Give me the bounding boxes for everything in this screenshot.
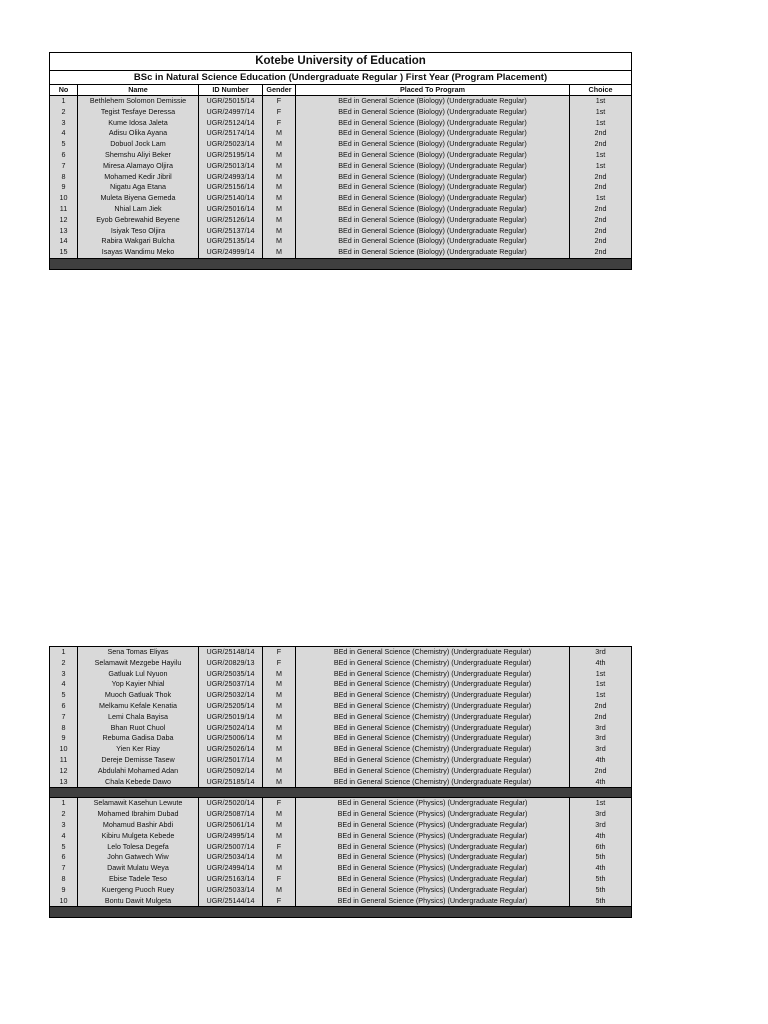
student-id: UGR/25024/14 <box>199 723 263 734</box>
student-gender: F <box>263 896 296 907</box>
table-row <box>50 831 632 842</box>
student-id: UGR/25037/14 <box>199 679 263 690</box>
row-number: 10 <box>50 193 78 204</box>
table-row <box>50 852 632 863</box>
row-number: 13 <box>50 777 78 788</box>
row-number: 5 <box>50 139 78 150</box>
row-number: 13 <box>50 226 78 237</box>
student-id: UGR/25126/14 <box>199 215 263 226</box>
student-name: Shemshu Aliyi Beker <box>78 150 199 161</box>
placed-program: BEd in General Science (Physics) (Undergraduate Regular) <box>296 896 570 907</box>
row-number: 9 <box>50 182 78 193</box>
program-subtitle: BSc in Natural Science Education (Undergraduate Regular ) First Year (Program Placement) <box>50 71 632 85</box>
student-gender: F <box>263 798 296 809</box>
student-id: UGR/25032/14 <box>199 690 263 701</box>
student-id: UGR/25034/14 <box>199 852 263 863</box>
student-id: UGR/25124/14 <box>199 118 263 129</box>
table-row <box>50 658 632 669</box>
placed-program: BEd in General Science (Physics) (Undergraduate Regular) <box>296 874 570 885</box>
student-gender: M <box>263 766 296 777</box>
student-name: Rabira Wakgari Bulcha <box>78 236 199 247</box>
placed-program: BEd in General Science (Biology) (Undergraduate Regular) <box>296 247 570 258</box>
placement-choice: 1st <box>570 193 632 204</box>
row-number: 9 <box>50 733 78 744</box>
student-name: Melkamu Kefale Kenatia <box>78 701 199 712</box>
student-name: Dereje Demisse Tasew <box>78 755 199 766</box>
placed-program: BEd in General Science (Chemistry) (Undergraduate Regular) <box>296 733 570 744</box>
row-number: 8 <box>50 723 78 734</box>
student-id: UGR/25020/14 <box>199 798 263 809</box>
placement-choice: 2nd <box>570 204 632 215</box>
placement-choice: 4th <box>570 755 632 766</box>
placement-choice: 3rd <box>570 723 632 734</box>
student-id: UGR/25019/14 <box>199 712 263 723</box>
student-name: Miresa Alamayo Oljira <box>78 161 199 172</box>
student-name: Selamawit Mezgebe Hayilu <box>78 658 199 669</box>
placement-choice: 2nd <box>570 701 632 712</box>
row-number: 4 <box>50 831 78 842</box>
placed-program: BEd in General Science (Biology) (Undergraduate Regular) <box>296 139 570 150</box>
table-row <box>50 226 632 237</box>
student-name: Rebuma Gadisa Daba <box>78 733 199 744</box>
section-separator <box>50 907 632 918</box>
table-row <box>50 712 632 723</box>
student-id: UGR/25015/14 <box>199 96 263 107</box>
placement-choice: 5th <box>570 885 632 896</box>
student-gender: M <box>263 226 296 237</box>
placement-choice: 1st <box>570 161 632 172</box>
placement-choice: 3rd <box>570 733 632 744</box>
placed-program: BEd in General Science (Physics) (Undergraduate Regular) <box>296 809 570 820</box>
student-gender: M <box>263 755 296 766</box>
student-id: UGR/25148/14 <box>199 647 263 658</box>
placement-choice: 1st <box>570 96 632 107</box>
placed-program: BEd in General Science (Physics) (Undergraduate Regular) <box>296 831 570 842</box>
placement-choice: 5th <box>570 852 632 863</box>
student-id: UGR/25035/14 <box>199 669 263 680</box>
table-row <box>50 755 632 766</box>
student-name: Bontu Dawit Mulgeta <box>78 896 199 907</box>
student-gender: M <box>263 247 296 258</box>
student-gender: M <box>263 831 296 842</box>
column-header-id: ID Number <box>199 85 263 96</box>
table-row <box>50 215 632 226</box>
placement-table-bottom <box>49 646 632 918</box>
student-name: Kibiru Mulgeta Kebede <box>78 831 199 842</box>
student-name: Muoch Gatluak Thok <box>78 690 199 701</box>
placement-choice: 4th <box>570 831 632 842</box>
table-row <box>50 885 632 896</box>
row-number: 1 <box>50 96 78 107</box>
student-name: John Gatwech Wiw <box>78 852 199 863</box>
student-name: Isayas Wandimu Meko <box>78 247 199 258</box>
placed-program: BEd in General Science (Physics) (Undergraduate Regular) <box>296 852 570 863</box>
row-number: 8 <box>50 172 78 183</box>
row-number: 3 <box>50 118 78 129</box>
student-gender: F <box>263 96 296 107</box>
student-gender: M <box>263 820 296 831</box>
table-row <box>50 896 632 907</box>
placed-program: BEd in General Science (Physics) (Undergraduate Regular) <box>296 842 570 853</box>
placed-program: BEd in General Science (Biology) (Undergraduate Regular) <box>296 118 570 129</box>
student-id: UGR/25087/14 <box>199 809 263 820</box>
table-row <box>50 150 632 161</box>
column-header-name: Name <box>78 85 199 96</box>
row-number: 2 <box>50 809 78 820</box>
student-gender: M <box>263 182 296 193</box>
placed-program: BEd in General Science (Chemistry) (Undergraduate Regular) <box>296 701 570 712</box>
table-row <box>50 842 632 853</box>
table-row <box>50 874 632 885</box>
student-gender: M <box>263 701 296 712</box>
student-gender: M <box>263 172 296 183</box>
student-name: Kuergeng Puoch Ruey <box>78 885 199 896</box>
placed-program: BEd in General Science (Biology) (Undergraduate Regular) <box>296 128 570 139</box>
student-id: UGR/20829/13 <box>199 658 263 669</box>
section-separator <box>50 788 632 798</box>
row-number: 10 <box>50 744 78 755</box>
placed-program: BEd in General Science (Chemistry) (Undergraduate Regular) <box>296 679 570 690</box>
student-gender: M <box>263 809 296 820</box>
student-id: UGR/25174/14 <box>199 128 263 139</box>
table-row <box>50 863 632 874</box>
placed-program: BEd in General Science (Chemistry) (Undergraduate Regular) <box>296 712 570 723</box>
placed-program: BEd in General Science (Physics) (Undergraduate Regular) <box>296 798 570 809</box>
student-gender: F <box>263 842 296 853</box>
table-row <box>50 744 632 755</box>
student-gender: M <box>263 193 296 204</box>
placement-choice: 1st <box>570 690 632 701</box>
student-name: Mohamud Bashir Abdi <box>78 820 199 831</box>
student-name: Muleta Biyena Gemeda <box>78 193 199 204</box>
placement-choice: 1st <box>570 107 632 118</box>
student-name: Yop Kayier Nhial <box>78 679 199 690</box>
placement-choice: 2nd <box>570 226 632 237</box>
student-id: UGR/25092/14 <box>199 766 263 777</box>
student-name: Gatluak Lul Nyuon <box>78 669 199 680</box>
placed-program: BEd in General Science (Biology) (Undergraduate Regular) <box>296 172 570 183</box>
placement-choice: 4th <box>570 777 632 788</box>
student-gender: F <box>263 118 296 129</box>
placed-program: BEd in General Science (Chemistry) (Undergraduate Regular) <box>296 766 570 777</box>
row-number: 1 <box>50 798 78 809</box>
student-gender: M <box>263 863 296 874</box>
table-row <box>50 690 632 701</box>
student-name: Sena Tomas Eliyas <box>78 647 199 658</box>
placement-choice: 3rd <box>570 809 632 820</box>
placed-program: BEd in General Science (Biology) (Undergraduate Regular) <box>296 150 570 161</box>
placement-table-top <box>49 52 632 270</box>
section-separator <box>50 258 632 269</box>
placement-choice: 2nd <box>570 766 632 777</box>
placed-program: BEd in General Science (Biology) (Undergraduate Regular) <box>296 193 570 204</box>
student-gender: M <box>263 150 296 161</box>
table-row <box>50 182 632 193</box>
table-row <box>50 161 632 172</box>
row-number: 12 <box>50 766 78 777</box>
table-row <box>50 647 632 658</box>
student-name: Chala Kebede Dawo <box>78 777 199 788</box>
placement-choice: 4th <box>570 863 632 874</box>
student-id: UGR/25017/14 <box>199 755 263 766</box>
row-number: 3 <box>50 669 78 680</box>
student-name: Lelo Tolesa Degefa <box>78 842 199 853</box>
row-number: 6 <box>50 150 78 161</box>
student-id: UGR/24999/14 <box>199 247 263 258</box>
row-number: 3 <box>50 820 78 831</box>
placed-program: BEd in General Science (Physics) (Undergraduate Regular) <box>296 885 570 896</box>
student-name: Eyob Gebrewahid Beyene <box>78 215 199 226</box>
table-row <box>50 820 632 831</box>
student-id: UGR/24997/14 <box>199 107 263 118</box>
row-number: 5 <box>50 842 78 853</box>
placed-program: BEd in General Science (Biology) (Undergraduate Regular) <box>296 182 570 193</box>
student-id: UGR/25140/14 <box>199 193 263 204</box>
row-number: 2 <box>50 658 78 669</box>
row-number: 15 <box>50 247 78 258</box>
student-id: UGR/25185/14 <box>199 777 263 788</box>
placement-choice: 1st <box>570 679 632 690</box>
student-gender: F <box>263 647 296 658</box>
table-row <box>50 118 632 129</box>
table-row <box>50 204 632 215</box>
biology-rows <box>50 96 632 259</box>
row-number: 7 <box>50 161 78 172</box>
student-gender: M <box>263 161 296 172</box>
placement-choice: 5th <box>570 896 632 907</box>
row-number: 4 <box>50 679 78 690</box>
student-gender: M <box>263 852 296 863</box>
row-number: 14 <box>50 236 78 247</box>
student-id: UGR/25026/14 <box>199 744 263 755</box>
placement-choice: 5th <box>570 874 632 885</box>
placement-choice: 1st <box>570 118 632 129</box>
table-row <box>50 172 632 183</box>
placement-choice: 2nd <box>570 236 632 247</box>
column-header-gender: Gender <box>263 85 296 96</box>
student-gender: M <box>263 215 296 226</box>
table-row <box>50 107 632 118</box>
row-number: 1 <box>50 647 78 658</box>
student-id: UGR/25013/14 <box>199 161 263 172</box>
student-name: Dawit Mulatu Weya <box>78 863 199 874</box>
placement-choice: 2nd <box>570 128 632 139</box>
student-name: Isiyak Teso Oljira <box>78 226 199 237</box>
student-id: UGR/25137/14 <box>199 226 263 237</box>
row-number: 5 <box>50 690 78 701</box>
student-id: UGR/25016/14 <box>199 204 263 215</box>
placement-choice: 3rd <box>570 744 632 755</box>
row-number: 7 <box>50 712 78 723</box>
student-name: Mohamed Ibrahim Dubad <box>78 809 199 820</box>
table-row <box>50 798 632 809</box>
student-gender: F <box>263 107 296 118</box>
placed-program: BEd in General Science (Biology) (Undergraduate Regular) <box>296 226 570 237</box>
student-name: Dobuol Jock Lam <box>78 139 199 150</box>
student-name: Lemi Chala Bayisa <box>78 712 199 723</box>
row-number: 8 <box>50 874 78 885</box>
placement-choice: 2nd <box>570 182 632 193</box>
student-gender: M <box>263 679 296 690</box>
placed-program: BEd in General Science (Biology) (Undergraduate Regular) <box>296 161 570 172</box>
university-title: Kotebe University of Education <box>50 53 632 71</box>
student-name: Selamawit Kasehun Lewute <box>78 798 199 809</box>
student-name: Tegist Tesfaye Deressa <box>78 107 199 118</box>
row-number: 4 <box>50 128 78 139</box>
student-name: Mohamed Kedir Jibril <box>78 172 199 183</box>
student-name: Bethlehem Solomon Demissie <box>78 96 199 107</box>
column-header-program: Placed To Program <box>296 85 570 96</box>
placement-choice: 2nd <box>570 712 632 723</box>
placement-sheet-chem-phys <box>49 646 631 918</box>
placement-choice: 3rd <box>570 820 632 831</box>
table-row <box>50 679 632 690</box>
placed-program: BEd in General Science (Chemistry) (Undergraduate Regular) <box>296 744 570 755</box>
student-id: UGR/25006/14 <box>199 733 263 744</box>
student-id: UGR/25007/14 <box>199 842 263 853</box>
placement-choice: 1st <box>570 150 632 161</box>
row-number: 6 <box>50 852 78 863</box>
table-row <box>50 723 632 734</box>
placement-choice: 3rd <box>570 647 632 658</box>
student-gender: M <box>263 777 296 788</box>
student-gender: M <box>263 723 296 734</box>
student-gender: M <box>263 690 296 701</box>
student-id: UGR/24995/14 <box>199 831 263 842</box>
placement-choice: 2nd <box>570 247 632 258</box>
student-id: UGR/25061/14 <box>199 820 263 831</box>
student-gender: M <box>263 885 296 896</box>
placed-program: BEd in General Science (Physics) (Undergraduate Regular) <box>296 820 570 831</box>
table-row <box>50 193 632 204</box>
student-id: UGR/25135/14 <box>199 236 263 247</box>
student-id: UGR/25033/14 <box>199 885 263 896</box>
student-name: Adisu Olika Ayana <box>78 128 199 139</box>
placement-choice: 2nd <box>570 215 632 226</box>
student-id: UGR/24994/14 <box>199 863 263 874</box>
placement-choice: 2nd <box>570 139 632 150</box>
placed-program: BEd in General Science (Chemistry) (Undergraduate Regular) <box>296 647 570 658</box>
student-gender: F <box>263 658 296 669</box>
placed-program: BEd in General Science (Biology) (Undergraduate Regular) <box>296 107 570 118</box>
student-name: Abdulahi Mohamed Adan <box>78 766 199 777</box>
student-gender: M <box>263 733 296 744</box>
table-row <box>50 809 632 820</box>
row-number: 6 <box>50 701 78 712</box>
student-name: Bhan Ruot Chuol <box>78 723 199 734</box>
table-row <box>50 128 632 139</box>
student-id: UGR/25163/14 <box>199 874 263 885</box>
placement-choice: 2nd <box>570 172 632 183</box>
student-id: UGR/25023/14 <box>199 139 263 150</box>
placed-program: BEd in General Science (Chemistry) (Undergraduate Regular) <box>296 755 570 766</box>
student-id: UGR/25205/14 <box>199 701 263 712</box>
table-row <box>50 701 632 712</box>
student-id: UGR/25195/14 <box>199 150 263 161</box>
student-gender: M <box>263 128 296 139</box>
table-row <box>50 96 632 107</box>
placed-program: BEd in General Science (Chemistry) (Undergraduate Regular) <box>296 658 570 669</box>
placed-program: BEd in General Science (Chemistry) (Undergraduate Regular) <box>296 723 570 734</box>
student-id: UGR/24993/14 <box>199 172 263 183</box>
table-row <box>50 247 632 258</box>
student-gender: M <box>263 744 296 755</box>
placement-choice: 4th <box>570 658 632 669</box>
student-name: Yien Ker Riay <box>78 744 199 755</box>
placed-program: BEd in General Science (Biology) (Undergraduate Regular) <box>296 236 570 247</box>
placed-program: BEd in General Science (Chemistry) (Undergraduate Regular) <box>296 777 570 788</box>
student-gender: M <box>263 712 296 723</box>
row-number: 7 <box>50 863 78 874</box>
placed-program: BEd in General Science (Biology) (Undergraduate Regular) <box>296 215 570 226</box>
table-row <box>50 236 632 247</box>
placement-choice: 1st <box>570 798 632 809</box>
placement-choice: 1st <box>570 669 632 680</box>
student-gender: M <box>263 669 296 680</box>
row-number: 12 <box>50 215 78 226</box>
column-header-row <box>50 85 632 96</box>
table-row <box>50 669 632 680</box>
placement-sheet-biology <box>49 52 631 270</box>
placed-program: BEd in General Science (Biology) (Undergraduate Regular) <box>296 204 570 215</box>
row-number: 11 <box>50 204 78 215</box>
physics-rows <box>50 798 632 907</box>
row-number: 2 <box>50 107 78 118</box>
column-header-no: No <box>50 85 78 96</box>
table-row <box>50 766 632 777</box>
student-gender: M <box>263 139 296 150</box>
table-row <box>50 777 632 788</box>
student-name: Nhial Lam Jiek <box>78 204 199 215</box>
column-header-choice: Choice <box>570 85 632 96</box>
row-number: 10 <box>50 896 78 907</box>
student-id: UGR/25144/14 <box>199 896 263 907</box>
placed-program: BEd in General Science (Chemistry) (Undergraduate Regular) <box>296 669 570 680</box>
table-row <box>50 733 632 744</box>
chemistry-rows <box>50 647 632 788</box>
student-id: UGR/25156/14 <box>199 182 263 193</box>
student-gender: M <box>263 204 296 215</box>
placed-program: BEd in General Science (Physics) (Undergraduate Regular) <box>296 863 570 874</box>
table-row <box>50 139 632 150</box>
row-number: 9 <box>50 885 78 896</box>
student-name: Ebise Tadele Teso <box>78 874 199 885</box>
student-gender: M <box>263 236 296 247</box>
student-name: Kume Idosa Jaleta <box>78 118 199 129</box>
placed-program: BEd in General Science (Chemistry) (Undergraduate Regular) <box>296 690 570 701</box>
student-name: Nigatu Aga Etana <box>78 182 199 193</box>
row-number: 11 <box>50 755 78 766</box>
placement-choice: 6th <box>570 842 632 853</box>
student-gender: F <box>263 874 296 885</box>
placed-program: BEd in General Science (Biology) (Undergraduate Regular) <box>296 96 570 107</box>
